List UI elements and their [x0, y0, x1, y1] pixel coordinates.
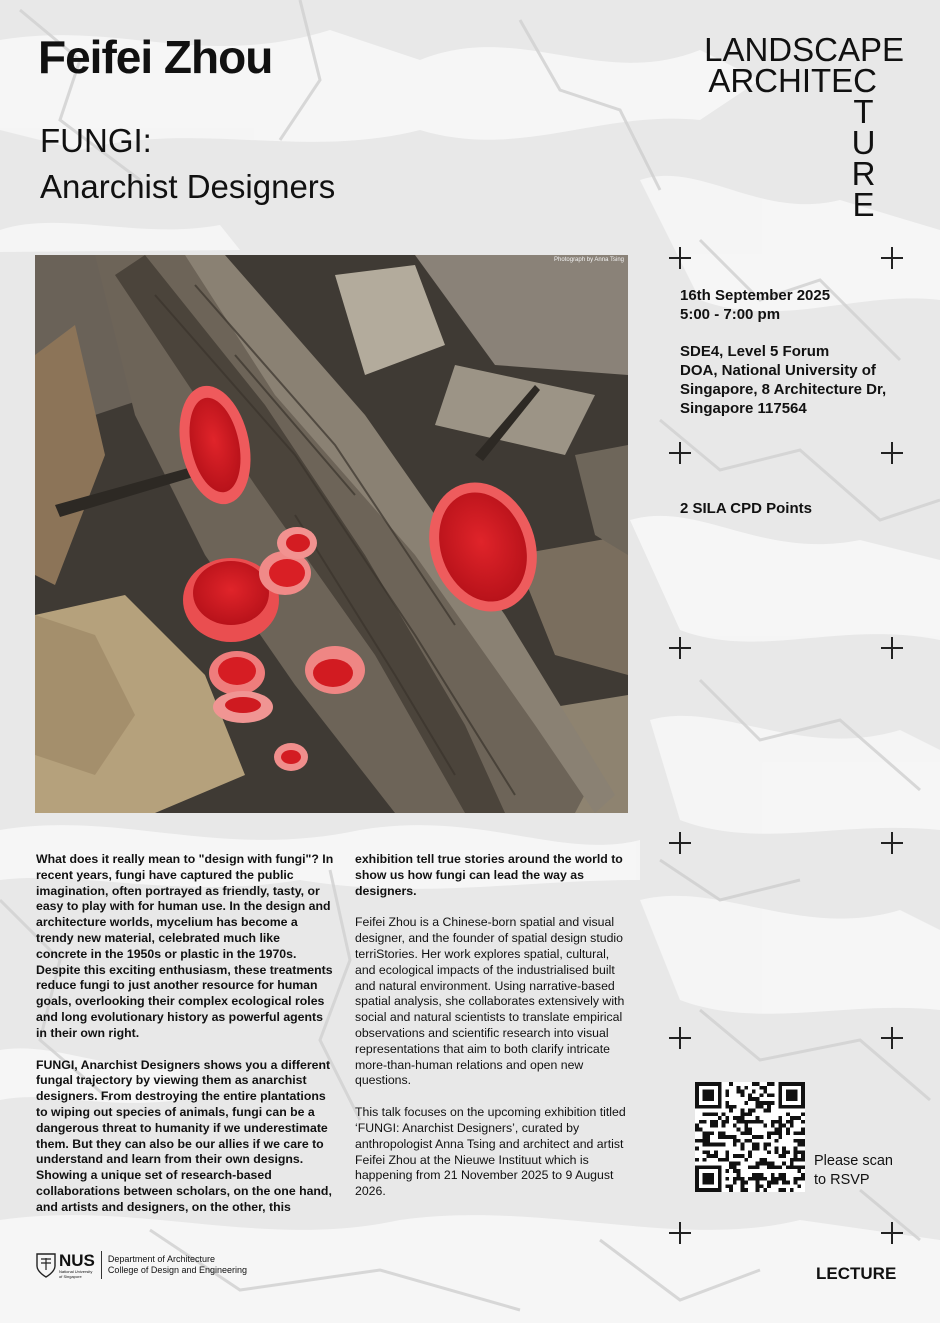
- event-datetime: [680, 286, 830, 324]
- title-line-2: Anarchist Designers: [40, 168, 336, 205]
- department-name: [108, 1254, 247, 1276]
- fungi-photograph: [35, 255, 628, 813]
- nus-subtitle: National University: [59, 1268, 93, 1274]
- photo-credit: Photograph by Anna Tsing: [554, 257, 624, 263]
- plus-cross-icon: [881, 442, 903, 464]
- brand-vertical-letter: U: [851, 124, 876, 161]
- body-paragraph: FUNGI, Anarchist Designers shows you a different fungal trajectory by viewing them as anarchist designers. From destroying the entire plantations to wiping out species of animals, fungi can be a dangerous threat to humanity if we underestimate them. But they can also be our allies if we care to understand and learn from their own designs. Showing a unique set of research-based collaborations between scholars, on the one hand, and artists and designers, on the other, this: [36, 1057, 332, 1214]
- brand-vertical-letter: T: [853, 93, 874, 130]
- plus-cross-icon: [881, 1027, 903, 1049]
- photo-illustration: [35, 255, 628, 813]
- venue-line: DOA, National University of: [680, 362, 876, 379]
- event-venue: [680, 342, 886, 418]
- title-line-1: FUNGI:: [40, 122, 152, 159]
- landscape-architecture-wordmark: [704, 31, 904, 223]
- cpd-points: 2 SILA CPD Points: [680, 500, 812, 517]
- nus-logo: [36, 1251, 247, 1279]
- bio-paragraph: Feifei Zhou is a Chinese-born spatial and visual designer, and the founder of spatial design studio terriStories. Her work explores spatial, cultural, and ecological impacts of the industrialised built and natural environment. Using narrative-based spatial analysis, she collaborates extensively with social and natural scientists to translate empirical observations and scientific research into visual representations that aim to both clarify intricate more-than-human relations and open new questions.: [355, 915, 625, 1088]
- brand-line-1: LANDSCAPE: [704, 31, 904, 68]
- rsvp-line: to RSVP: [814, 1172, 870, 1188]
- nus-word: NUS: [59, 1250, 95, 1270]
- lecture-label: LECTURE: [816, 1264, 897, 1283]
- body-paragraph: What does it really mean to "design with fungi"? In recent years, fungi have captured the public imagination, often portrayed as friendly, tasty, or easy to play with for human use. In the design and architecture worlds, mycelium has become a trendy new material, celebrated much like concrete in the 1950s or plastic in the 1970s. Despite this exciting enthusiasm, these treatments reduce fungi to just another resource for human goals, overlooking their complex ecological roles and long evolutionary history as powerful agents in their own right.: [36, 852, 334, 1040]
- brand-line-2: [704, 62, 877, 223]
- logo-divider: [101, 1251, 102, 1279]
- venue-line: Singapore, 8 Architecture Dr,: [680, 381, 887, 398]
- body-column-2: [355, 852, 630, 1216]
- rsvp-qr-code[interactable]: [695, 1082, 805, 1192]
- body-column-1: [36, 852, 334, 1232]
- nus-wordmark: [56, 1252, 95, 1279]
- event-date: 16th September 2025: [680, 287, 831, 304]
- plus-cross-icon: [881, 1222, 903, 1244]
- talk-paragraph: This talk focuses on the upcoming exhibition titled ‘FUNGI: Anarchist Designers’, curated by anthropologist Anna Tsing and architect and artist Feifei Zhou at the Nieuwe Instituut which is happening from 21 November 2025 to 9 August 2026.: [355, 1105, 626, 1199]
- department-line: College of Design and Engineering: [107, 1265, 248, 1275]
- brand-line-2-text: ARCHITEC: [708, 62, 877, 99]
- event-time: 5:00 - 7:00 pm: [680, 306, 781, 323]
- plus-cross-icon: [881, 832, 903, 854]
- qr-code-icon: [695, 1082, 805, 1192]
- plus-cross-icon: [881, 247, 903, 269]
- plus-cross-icon: [669, 637, 691, 659]
- rsvp-line: Please scan: [814, 1153, 893, 1169]
- plus-cross-icon: [881, 637, 903, 659]
- plus-cross-icon: [669, 1027, 691, 1049]
- brand-vertical-letters: [850, 93, 877, 223]
- nus-subtitle: of Singapore: [59, 1273, 82, 1279]
- plus-cross-icon: [669, 442, 691, 464]
- department-line: Department of Architecture: [107, 1254, 215, 1264]
- body-paragraph: exhibition tell true stories around the world to show us how fungi can lead the way as designers.: [355, 852, 623, 898]
- rsvp-instruction: [814, 1152, 893, 1190]
- brand-vertical-letter: E: [852, 186, 875, 223]
- lecture-title: [40, 118, 335, 210]
- brand-vertical-letter: R: [851, 155, 876, 192]
- plus-cross-icon: [669, 832, 691, 854]
- venue-line: Singapore 117564: [680, 400, 807, 417]
- speaker-name: Feifei Zhou: [38, 31, 273, 83]
- venue-line: SDE4, Level 5 Forum: [680, 343, 830, 360]
- plus-cross-icon: [669, 1222, 691, 1244]
- nus-crest-icon: [36, 1252, 56, 1278]
- plus-cross-icon: [669, 247, 691, 269]
